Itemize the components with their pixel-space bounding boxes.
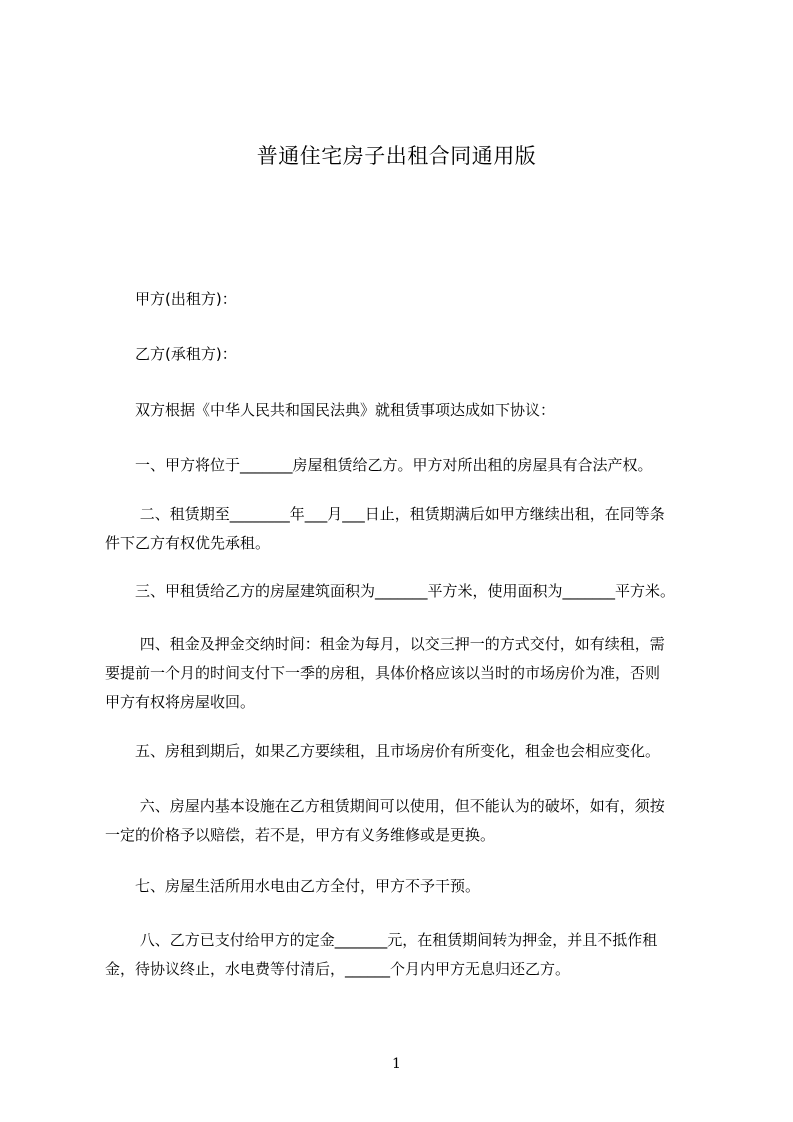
paragraph-line: 件下乙方有权优先承租。 [105,534,271,552]
page-number: 1 [392,1056,401,1072]
clause-6 [105,792,705,850]
paragraph-line: 一定的价格予以赔偿，若不是，甲方有义务维修或是更换。 [105,826,496,844]
paragraph-line: 三、甲租赁给乙方的房屋建筑面积为_______平方米，使用面积为_______平方米。 [105,582,676,600]
clause-1 [105,451,705,480]
paragraph-line: 八、乙方已支付给甲方的定金_______元，在租赁期间转为押金，并且不抵作租 [105,931,658,949]
document-title: 普通住宅房子出租合同通用版 [256,144,537,168]
paragraph-line: 金，待协议终止，水电费等付清后，______个月内甲方无息归还乙方。 [105,960,571,978]
paragraph-preamble [105,396,705,425]
paragraph-line: 五、房租到期后，如果乙方要续租，且市场房价有所变化，租金也会相应变化。 [105,742,661,760]
paragraph-line: 甲方(出租方)： [105,290,237,308]
paragraph-line: 双方根据《中华人民共和国民法典》就租赁事项达成如下协议： [105,401,556,419]
paragraph-party-b [105,340,705,369]
clause-4 [105,630,705,717]
paragraph-line: 甲方有权将房屋收回。 [105,693,256,711]
clause-2 [105,500,705,558]
paragraph-line: 二、租赁期至________年___月___日止，租赁期满后如甲方继续出租，在同等条 [105,505,665,523]
paragraph-party-a [105,285,705,314]
clause-7 [105,872,705,901]
clause-5 [105,737,705,766]
clause-8 [105,926,705,984]
paragraph-line: 要提前一个月的时间支付下一季的房租，具体价格应该以当时的市场房价为准，否则 [105,664,661,682]
paragraph-line: 一、甲方将位于_______房屋租赁给乙方。甲方对所出租的房屋具有合法产权。 [105,456,653,474]
clause-3 [105,577,705,606]
paragraph-line: 七、房屋生活所用水电由乙方全付，甲方不予干预。 [105,877,481,895]
paragraph-line: 四、租金及押金交纳时间：租金为每月，以交三押一的方式交付，如有续租，需 [105,635,665,653]
paragraph-line: 六、房屋内基本设施在乙方租赁期间可以使用，但不能认为的破坏，如有，须按 [105,797,665,815]
paragraph-line: 乙方(承租方)： [105,345,237,363]
